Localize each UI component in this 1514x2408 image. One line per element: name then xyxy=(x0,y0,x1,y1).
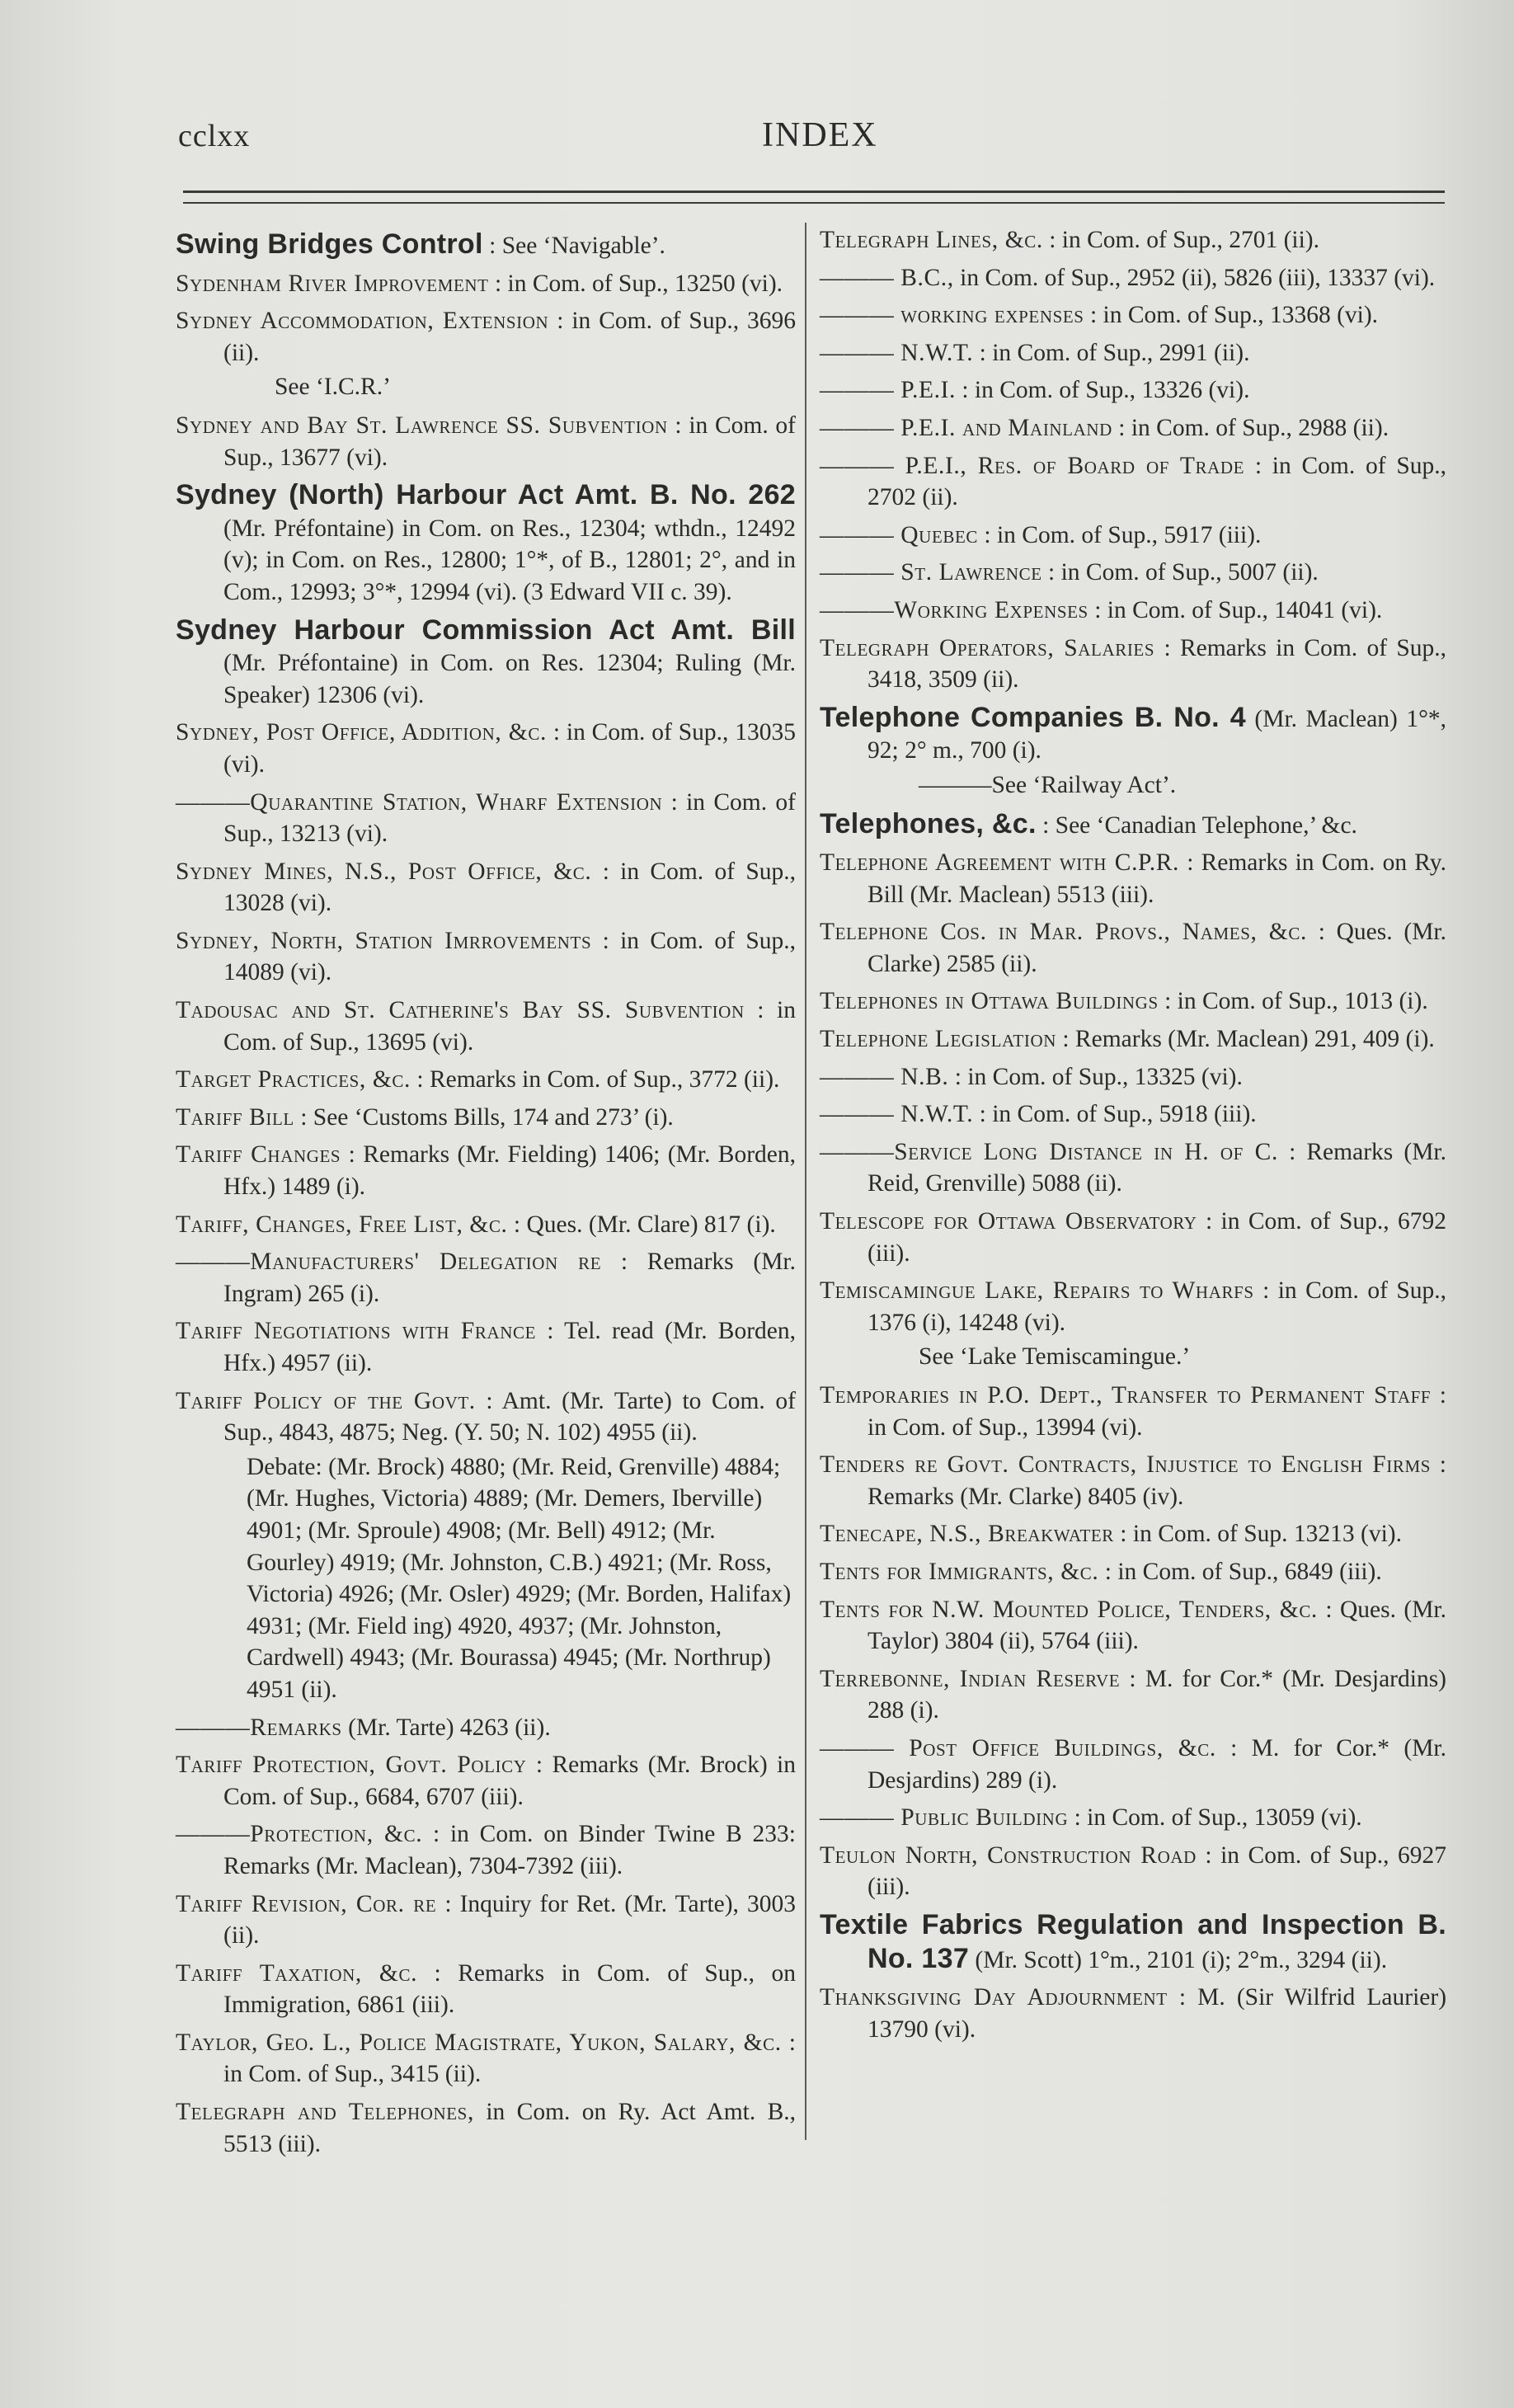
index-entry-reference: : in Com. of Sup., 13059 (vi). xyxy=(1074,1804,1362,1832)
index-entry xyxy=(820,1061,1446,1093)
index-entry-reference: : in Com. of Sup., 6927 (iii). xyxy=(867,1841,1446,1901)
index-entry-reference: : in Com. of Sup., 2991 (ii). xyxy=(979,339,1250,366)
index-entry xyxy=(820,1275,1446,1338)
index-entry xyxy=(820,374,1446,407)
index-entry-reference: in Com. on Ry. Act Amt. B., 5513 (iii). xyxy=(223,2099,797,2157)
index-entry xyxy=(820,1840,1446,1903)
index-entry-reference: : Ques. (Mr. Taylor) 3804 (ii), 5764 (iii). xyxy=(867,1596,1446,1655)
index-entry xyxy=(176,228,796,262)
index-entry-reference: : Ques. (Mr. Clare) 817 (i). xyxy=(513,1211,776,1238)
index-entry-heading: Telegraph and Telephones, xyxy=(176,2099,474,2126)
index-entry-reference: : Remarks (Mr. Maclean) 291, 409 (i). xyxy=(1062,1026,1435,1053)
index-entry-reference: (Mr. Maclean) 1°*, 92; 2° m., 700 (i). xyxy=(867,705,1447,764)
index-entry-heading: Teulon North, Construction Road xyxy=(820,1841,1197,1869)
index-entry xyxy=(820,808,1446,842)
index-entry xyxy=(176,1888,796,1952)
index-entry xyxy=(176,305,796,369)
index-entry xyxy=(820,1206,1446,1269)
index-entry-heading: ——— Post Office Buildings, &c. xyxy=(820,1734,1216,1761)
index-entry-reference: : See ‘Customs Bills, 174 and 273’ (i). xyxy=(300,1103,674,1131)
index-entry-reference: : in Com. of Sup., 5917 (iii). xyxy=(984,521,1262,548)
index-entry-reference: : in Com. of Sup., 13695 (vi). xyxy=(223,997,797,1056)
index-entry-heading: Sydney, North, Station Imrrovements xyxy=(176,927,592,954)
index-entry-reference: : in Com. of Sup., 13368 (vi). xyxy=(1089,302,1379,329)
index-entry xyxy=(820,1733,1446,1796)
index-entry-heading: Tariff Taxation, &c. xyxy=(176,1959,418,1987)
index-entry-reference: : in Com. of Sup., 13250 (vi). xyxy=(494,270,783,297)
index-entry-heading: Sydney Harbour Commission Act Amt. Bill xyxy=(176,614,796,646)
index-entry xyxy=(820,1449,1446,1512)
index-entry-reference: : M. for Cor.* (Mr. Desjardins) 288 (i). xyxy=(867,1665,1446,1724)
index-column-right xyxy=(820,224,1446,2051)
index-entry-reference: : in Com. of Sup., 6849 (iii). xyxy=(1104,1558,1382,1585)
index-entry-reference: : in Com. of Sup., 13677 (vi). xyxy=(223,412,796,471)
index-entry xyxy=(176,2027,796,2091)
index-entry xyxy=(820,1663,1446,1727)
header-rule-thin xyxy=(183,202,1445,204)
index-entry-reference: : Remarks (Mr. Fielding) 1406; (Mr. Borden, Hfx.) 1489 (i). xyxy=(223,1141,796,1201)
column-divider xyxy=(805,223,806,2140)
index-entry-heading: Telephone Cos. in Mar. Provs., Names, &c. xyxy=(820,919,1307,946)
index-entry-heading: ———Working Expenses xyxy=(820,596,1088,623)
index-entry-reference: : Remarks in Com. on Ry. Bill (Mr. Maclean) 5513 (iii). xyxy=(867,849,1446,908)
index-entry xyxy=(176,1064,796,1096)
index-entry xyxy=(176,995,796,1058)
index-entry-heading: Tents for N.W. Mounted Police, Tenders, &c. xyxy=(820,1596,1318,1623)
index-entry xyxy=(820,916,1446,980)
index-entry xyxy=(176,268,796,300)
index-entry-heading: Tariff, Changes, Free List, &c. xyxy=(176,1211,508,1238)
index-entry-reference: : in Com. of Sup., 1376 (i), 14248 (vi). xyxy=(867,1277,1447,1336)
index-entry xyxy=(820,985,1446,1018)
index-entry-heading: Tariff Changes xyxy=(176,1141,341,1169)
index-entry-heading: Temporaries in P.O. Dept., Transfer to Permanent Staff xyxy=(820,1382,1432,1409)
index-entry-reference: : in Com. of Sup., 13035 (vi). xyxy=(223,719,797,778)
index-entry-reference: : in Com. of Sup., 3415 (ii). xyxy=(223,2029,796,2088)
index-entry-reference: : in Com. of Sup., 5007 (ii). xyxy=(1048,559,1319,586)
header-rule xyxy=(183,190,1445,193)
index-entry xyxy=(176,856,796,919)
index-entry xyxy=(176,787,796,850)
index-entry-heading: ——— working expenses xyxy=(820,302,1084,329)
index-entry-reference: : Inquiry for Ret. (Mr. Tarte), 3003 (ii). xyxy=(223,1890,797,1949)
index-entry xyxy=(820,1023,1446,1056)
index-entry xyxy=(176,1712,796,1744)
index-entry-reference: (Mr. Préfontaine) in Com. on Res., 12304; wthdn., 12492 (v); in Com. on Res., 12800; 1°*, of B., 12801; 2°, and in Com., 12993; 3°*, 12994 (vi). (3 Edward VII c. 39). xyxy=(223,515,796,605)
index-entry xyxy=(176,1958,796,2021)
index-entry-heading: ——— St. Lawrence xyxy=(820,559,1042,586)
index-entry-heading: ———Quarantine Station, Wharf Extension xyxy=(176,788,663,816)
index-entry xyxy=(176,2096,796,2160)
index-entry-heading: Sydney Mines, N.S., Post Office, &c. xyxy=(176,858,592,885)
index-entry-heading: Telephone Agreement with C.P.R. xyxy=(820,849,1180,877)
index-entry-reference: : in Com. on Binder Twine B 233: Remarks (Mr. Maclean), 7304-7392 (iii). xyxy=(223,1821,796,1879)
index-entry xyxy=(176,1209,796,1241)
index-entry xyxy=(820,1136,1446,1200)
index-entry-reference: (Mr. Scott) 1°m., 2101 (i); 2°m., 3294 (ii). xyxy=(975,1946,1388,1973)
index-entry-reference: : Remarks in Com. of Sup., 3772 (ii). xyxy=(416,1066,780,1093)
index-entry-heading: Tadousac and St. Catherine's Bay SS. Subvention xyxy=(176,997,745,1024)
index-entry-reference: : Remarks in Com. of Sup., 3418, 3509 (ii). xyxy=(867,634,1447,694)
index-entry-heading: ——— P.E.I. and Mainland xyxy=(820,414,1112,441)
index-entry-reference: : in Com. of Sup., 14041 (vi). xyxy=(1094,596,1383,623)
page-number: cclxx xyxy=(178,119,251,153)
index-entry xyxy=(820,1594,1446,1658)
index-entry-heading: Terrebonne, Indian Reserve xyxy=(820,1665,1121,1692)
index-entry-reference: : Remarks in Com. of Sup., on Immigration, 6861 (iii). xyxy=(223,1959,796,2019)
index-see-reference: ———See ‘Railway Act’. xyxy=(919,771,1177,798)
index-entry-reference: (Mr. Préfontaine) in Com. on Res. 12304; Ruling (Mr. Speaker) 12306 (vi). xyxy=(223,650,796,708)
index-entry-heading: Tenecape, N.S., Breakwater xyxy=(820,1521,1114,1548)
index-entry-heading: Telegraph Operators, Salaries xyxy=(820,634,1155,661)
index-entry xyxy=(820,1802,1446,1834)
index-entry xyxy=(176,925,796,989)
index-entry-heading: ———Remarks xyxy=(176,1714,342,1741)
index-entry xyxy=(820,1982,1446,2045)
index-entry xyxy=(176,410,796,473)
index-entry xyxy=(820,847,1446,910)
index-entry-reference: (Mr. Tarte) 4263 (ii). xyxy=(348,1714,551,1741)
index-entry-heading: ——— Public Building xyxy=(820,1804,1069,1832)
index-entry-reference: : in Com. of Sup., 13028 (vi). xyxy=(223,858,797,917)
index-entry xyxy=(176,479,796,608)
index-entry-heading: ——— P.E.I. xyxy=(820,377,956,404)
index-entry-reference: : See ‘Canadian Telephone,’ &c. xyxy=(1042,811,1357,839)
index-entry-heading: ——— Quebec xyxy=(820,521,979,548)
index-entry-heading: ———Manufacturers' Delegation re xyxy=(176,1249,602,1276)
index-entry xyxy=(176,614,796,712)
index-entry-heading: Tariff Policy of the Govt. xyxy=(176,1387,476,1414)
index-entry-reference: : in Com. of Sup., 13994 (vi). xyxy=(867,1382,1446,1441)
index-entry-heading: Telephone Companies B. No. 4 xyxy=(820,701,1246,733)
index-entry-reference: : Remarks (Mr. Brock) in Com. of Sup., 6684, 6707 (iii). xyxy=(223,1752,796,1810)
index-entry-heading: ———Service Long Distance in H. of C. xyxy=(820,1138,1278,1165)
index-entry-heading: ——— N.B. xyxy=(820,1063,949,1090)
index-entry-heading: Telephone Legislation xyxy=(820,1026,1056,1053)
index-entry-reference: : Amt. (Mr. Tarte) to Com. of Sup., 4843, 4875; Neg. (Y. 50; N. 102) 4955 (ii). xyxy=(223,1387,796,1446)
index-entry-reference: : Remarks (Mr. Reid, Grenville) 5088 (ii). xyxy=(867,1138,1446,1197)
index-entry xyxy=(176,1315,796,1379)
index-entry-heading: Sydney (North) Harbour Act Amt. B. No. 262 xyxy=(176,479,796,511)
index-entry-heading: Target Practices, &c. xyxy=(176,1066,411,1093)
index-entry xyxy=(820,450,1446,514)
index-entry-reference: : in Com. of Sup., 3696 (ii). xyxy=(223,308,797,366)
index-subentry: Debate: (Mr. Brock) 4880; (Mr. Reid, Grenville) 4884; (Mr. Hughes, Victoria) 4889; (Mr. Demers, Iberville) 4901; (Mr. Sproule) 4908; (Mr. Bell) 4912; (Mr. Gourley) 4919; (Mr. Johnston, C.B.) 4921; (Mr. Ross, Victoria) 4926; (Mr. Osler) 4929; (Mr. Borden, Halifax) 4931; (Mr. Field ing) 4920, 4937; (Mr. Johnston, Cardwell) 4943; (Mr. Bourassa) 4945; (Mr. Northrup) 4951 (ii). xyxy=(247,1453,792,1703)
index-entry-reference: : in Com. of Sup., 14089 (vi). xyxy=(223,927,796,986)
index-entry xyxy=(820,299,1446,332)
index-entry-heading: Textile Fabrics Regulation and Inspection B. No. 137 xyxy=(820,1908,1446,1974)
index-entry-heading: Telephones, &c. xyxy=(820,807,1037,840)
index-entry-heading: Telescope for Ottawa Observatory xyxy=(820,1208,1197,1235)
index-entry-heading: Telegraph Lines, &c. xyxy=(820,227,1043,253)
index-entry xyxy=(176,1139,796,1202)
index-entry-heading: Tenders re Govt. Contracts, Injustice to English Firms xyxy=(820,1451,1432,1479)
index-entry-reference: : in Com. of Sup. 13213 (vi). xyxy=(1120,1521,1403,1548)
index-entry xyxy=(820,702,1446,767)
index-entry-heading: ——— B.C., xyxy=(820,264,954,291)
index-entry-heading: Swing Bridges Control xyxy=(176,228,483,260)
index-see-reference: See ‘I.C.R.’ xyxy=(275,374,391,401)
index-entry-heading: Tariff Protection, Govt. Policy xyxy=(176,1752,527,1779)
index-entry xyxy=(176,1749,796,1813)
index-entry-reference: : See ‘Navigable’. xyxy=(489,233,665,259)
index-entry-reference: : M. (Sir Wilfrid Laurier) 13790 (vi). xyxy=(867,1984,1447,2043)
index-entry-reference: : in Com. of Sup., 2701 (ii). xyxy=(1049,227,1319,253)
index-entry-heading: Tariff Revision, Cor. re xyxy=(176,1890,437,1917)
index-column-left xyxy=(176,224,796,2166)
index-entry xyxy=(820,520,1446,552)
index-entry-heading: Sydney and Bay St. Lawrence SS. Subvention xyxy=(176,412,668,439)
index-entry xyxy=(820,1098,1446,1131)
index-entry-heading: Telephones in Ottawa Buildings xyxy=(820,988,1159,1015)
index-entry xyxy=(820,1518,1446,1550)
index-entry xyxy=(820,224,1446,256)
index-entry xyxy=(820,633,1446,696)
index-entry xyxy=(820,1909,1446,1976)
index-entry-heading: Sydney Accommodation, Extension xyxy=(176,308,549,335)
index-entry xyxy=(820,262,1446,294)
index-entry-heading: ——— N.W.T. xyxy=(820,339,974,366)
index-entry-reference: : in Com. of Sup., 13213 (vi). xyxy=(223,788,796,848)
index-entry-heading: Thanksgiving Day Adjournment xyxy=(820,1984,1168,2011)
index-entry-heading: Tents for Immigrants, &c. xyxy=(820,1558,1099,1585)
index-entry-reference: : in Com. of Sup., 5918 (iii). xyxy=(979,1101,1257,1128)
index-entry xyxy=(820,1380,1446,1443)
index-entry-reference: : Ques. (Mr. Clarke) 2585 (ii). xyxy=(867,919,1447,977)
index-entry xyxy=(820,595,1446,627)
index-entry-heading: ——— P.E.I., Res. of Board of Trade xyxy=(820,452,1245,479)
index-entry xyxy=(820,412,1446,444)
index-entry-heading: Temiscamingue Lake, Repairs to Wharfs xyxy=(820,1277,1254,1305)
index-entry-heading: ——— N.W.T. xyxy=(820,1101,974,1128)
index-entry-heading: Sydney, Post Office, Addition, &c. xyxy=(176,719,547,746)
index-entry xyxy=(820,1556,1446,1588)
index-entry-reference: : in Com. of Sup., 2702 (ii). xyxy=(867,452,1446,511)
index-entry xyxy=(176,1818,796,1882)
index-entry-heading: Tariff Negotiations with France xyxy=(176,1318,537,1345)
index-entry-reference: : M. for Cor.* (Mr. Desjardins) 289 (i). xyxy=(867,1734,1446,1794)
index-see-reference: See ‘Lake Temiscamingue.’ xyxy=(919,1343,1191,1371)
index-entry xyxy=(820,557,1446,589)
index-entry-reference: : Remarks (Mr. Clarke) 8405 (iv). xyxy=(867,1451,1446,1510)
index-entry-heading: ———Protection, &c. xyxy=(176,1821,423,1848)
index-entry-heading: Tariff Bill xyxy=(176,1103,294,1131)
index-entry xyxy=(176,1246,796,1310)
index-entry xyxy=(176,717,796,780)
index-entry-reference: : in Com. of Sup., 13325 (vi). xyxy=(954,1063,1243,1090)
index-entry xyxy=(820,337,1446,369)
index-entry-reference: : in Com. of Sup., 2988 (ii). xyxy=(1118,414,1389,441)
index-entry xyxy=(176,1385,796,1449)
index-entry-reference: in Com. of Sup., 2952 (ii), 5826 (iii), 13337 (vi). xyxy=(960,264,1436,291)
index-entry-reference: : in Com. of Sup., 6792 (iii). xyxy=(867,1208,1446,1267)
page-title: INDEX xyxy=(762,116,878,154)
index-entry-reference: : Remarks (Mr. Ingram) 265 (i). xyxy=(223,1249,796,1307)
index-entry xyxy=(176,1102,796,1134)
index-entry-reference: : in Com. of Sup., 1013 (i). xyxy=(1164,988,1428,1015)
index-entry-heading: Taylor, Geo. L., Police Magistrate, Yukon, Salary, &c. xyxy=(176,2029,782,2056)
index-entry-reference: : in Com. of Sup., 13326 (vi). xyxy=(962,377,1250,404)
index-entry-heading: Sydenham River Improvement xyxy=(176,270,489,297)
index-entry-reference: : Tel. read (Mr. Borden, Hfx.) 4957 (ii). xyxy=(223,1318,796,1376)
